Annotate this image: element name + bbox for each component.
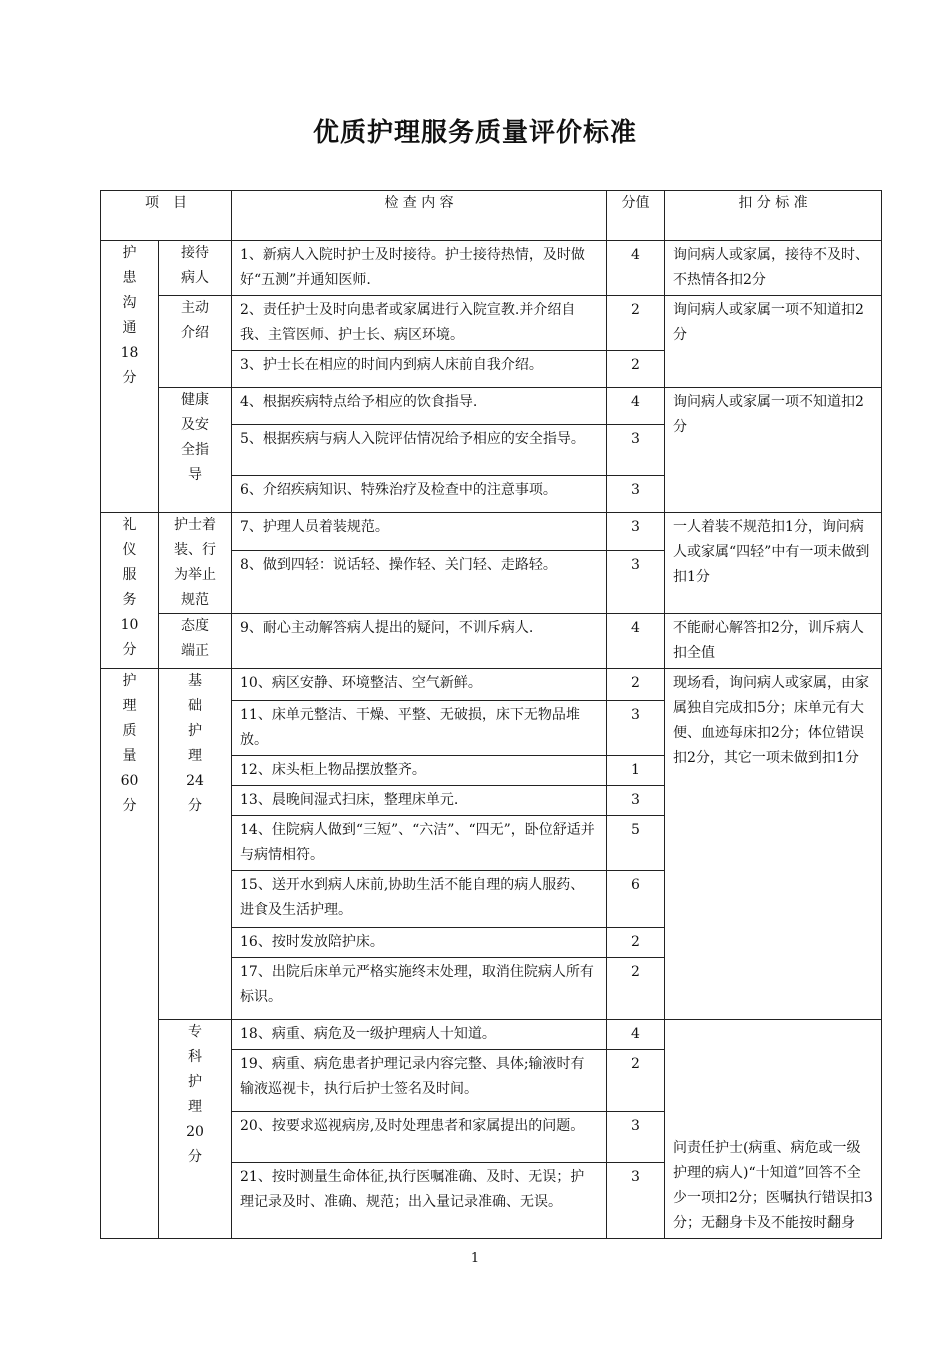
- row-score: 2: [607, 1050, 665, 1112]
- row-score: 2: [607, 928, 665, 958]
- header-item: 项 目: [101, 191, 232, 241]
- row-content: 1、新病人入院时护士及时接待。护士接待热情，及时做好“五测”并通知医师.: [232, 241, 607, 296]
- row-content: 18、病重、病危及一级护理病人十知道。: [232, 1020, 607, 1050]
- row-score: 3: [607, 786, 665, 816]
- table-row: [101, 669, 882, 701]
- table-row: [101, 388, 882, 425]
- row-score: 3: [607, 701, 665, 756]
- row-score: 3: [607, 476, 665, 513]
- category-quality: 护理质量60分: [101, 669, 159, 1239]
- header-content: 检 查 内 容: [232, 191, 607, 241]
- deduction-text: 询问病人或家属一项不知道扣2分: [665, 388, 882, 513]
- page-number: 1: [470, 1251, 480, 1266]
- row-score: 3: [607, 513, 665, 551]
- row-content: 13、晨晚间湿式扫床，整理床单元.: [232, 786, 607, 816]
- row-score: 3: [607, 550, 665, 613]
- category-etiquette: 礼仪服务10分: [101, 513, 159, 669]
- row-score: 1: [607, 756, 665, 786]
- row-score: 5: [607, 816, 665, 871]
- row-score: 3: [607, 1163, 665, 1239]
- row-content: 4、根据疾病特点给予相应的饮食指导.: [232, 388, 607, 425]
- row-score: 4: [607, 1020, 665, 1050]
- row-score: 2: [607, 351, 665, 388]
- row-score: 4: [607, 614, 665, 669]
- row-content: 10、病区安静、环境整洁、空气新鲜。: [232, 669, 607, 701]
- row-content: 9、耐心主动解答病人提出的疑问，不训斥病人.: [232, 614, 607, 669]
- table-row: [101, 1020, 882, 1050]
- row-score: 2: [607, 296, 665, 351]
- table-header-row: [101, 191, 882, 241]
- row-content: 20、按要求巡视病房,及时处理患者和家属提出的问题。: [232, 1112, 607, 1163]
- header-score: 分值: [607, 191, 665, 241]
- subcategory-health: 健康及安全指导: [159, 388, 232, 513]
- deduction-text: 一人着装不规范扣1分，询问病人或家属“四轻”中有一项未做到扣1分: [665, 513, 882, 614]
- row-content: 16、按时发放陪护床。: [232, 928, 607, 958]
- page-title: 优质护理服务质量评价标准: [312, 118, 637, 148]
- table-row: [101, 296, 882, 351]
- row-score: 3: [607, 1112, 665, 1163]
- row-content: 5、根据疾病与病人入院评估情况给予相应的安全指导。: [232, 425, 607, 476]
- evaluation-table: [100, 190, 882, 1239]
- row-content: 3、护士长在相应的时间内到病人床前自我介绍。: [232, 351, 607, 388]
- row-content: 15、送开水到病人床前,协助生活不能自理的病人服药、进食及生活护理。: [232, 871, 607, 928]
- row-content: 17、出院后床单元严格实施终末处理，取消住院病人所有标识。: [232, 958, 607, 1020]
- subcategory-special: 专科护理20分: [159, 1020, 232, 1239]
- row-content: 11、床单元整洁、干燥、平整、无破损，床下无物品堆放。: [232, 701, 607, 756]
- deduction-text: 不能耐心解答扣2分，训斥病人扣全值: [665, 614, 882, 669]
- category-communication: 护患沟通18分: [101, 241, 159, 513]
- subcategory-attitude: 态度端正: [159, 614, 232, 669]
- row-score: 4: [607, 241, 665, 296]
- subcategory-reception: 接待病人: [159, 241, 232, 296]
- subcategory-dress: 护士着装、行为举止规范: [159, 513, 232, 614]
- deduction-text: 询问病人或家属，接待不及时、不热情各扣2分: [665, 241, 882, 296]
- row-score: 2: [607, 669, 665, 701]
- subcategory-basic: 基础护理24分: [159, 669, 232, 1020]
- row-score: 4: [607, 388, 665, 425]
- row-content: 2、责任护士及时向患者或家属进行入院宣教.并介绍自我、主管医师、护士长、病区环境。: [232, 296, 607, 351]
- row-content: 19、病重、病危患者护理记录内容完整、具体;输液时有输液巡视卡，执行后护士签名及时间。: [232, 1050, 607, 1112]
- table-row: [101, 513, 882, 551]
- row-score: 3: [607, 425, 665, 476]
- row-score: 6: [607, 871, 665, 928]
- row-content: 8、做到四轻：说话轻、操作轻、关门轻、走路轻。: [232, 550, 607, 613]
- row-content: 12、床头柜上物品摆放整齐。: [232, 756, 607, 786]
- table-row: [101, 241, 882, 296]
- deduction-text: 现场看，询问病人或家属，由家属独自完成扣5分；床单元有大便、血迹每床扣2分；体位错误扣2分，其它一项未做到扣1分: [665, 669, 882, 1020]
- header-deduct: 扣 分 标 准: [665, 191, 882, 241]
- row-content: 14、住院病人做到“三短”、“六洁”、“四无”，卧位舒适并与病情相符。: [232, 816, 607, 871]
- row-content: 21、按时测量生命体征,执行医嘱准确、及时、无误；护理记录及时、准确、规范；出入量记录准确、无误。: [232, 1163, 607, 1239]
- row-content: 7、护理人员着装规范。: [232, 513, 607, 551]
- deduction-text: 询问病人或家属一项不知道扣2分: [665, 296, 882, 388]
- table-row: [101, 614, 882, 669]
- row-content: 6、介绍疾病知识、特殊治疗及检查中的注意事项。: [232, 476, 607, 513]
- subcategory-intro: 主动介绍: [159, 296, 232, 388]
- row-score: 2: [607, 958, 665, 1020]
- deduction-text: 问责任护士(病重、病危或一级护理的病人)“十知道”回答不全少一项扣2分；医嘱执行错误扣3分；无翻身卡及不能按时翻身: [665, 1020, 882, 1239]
